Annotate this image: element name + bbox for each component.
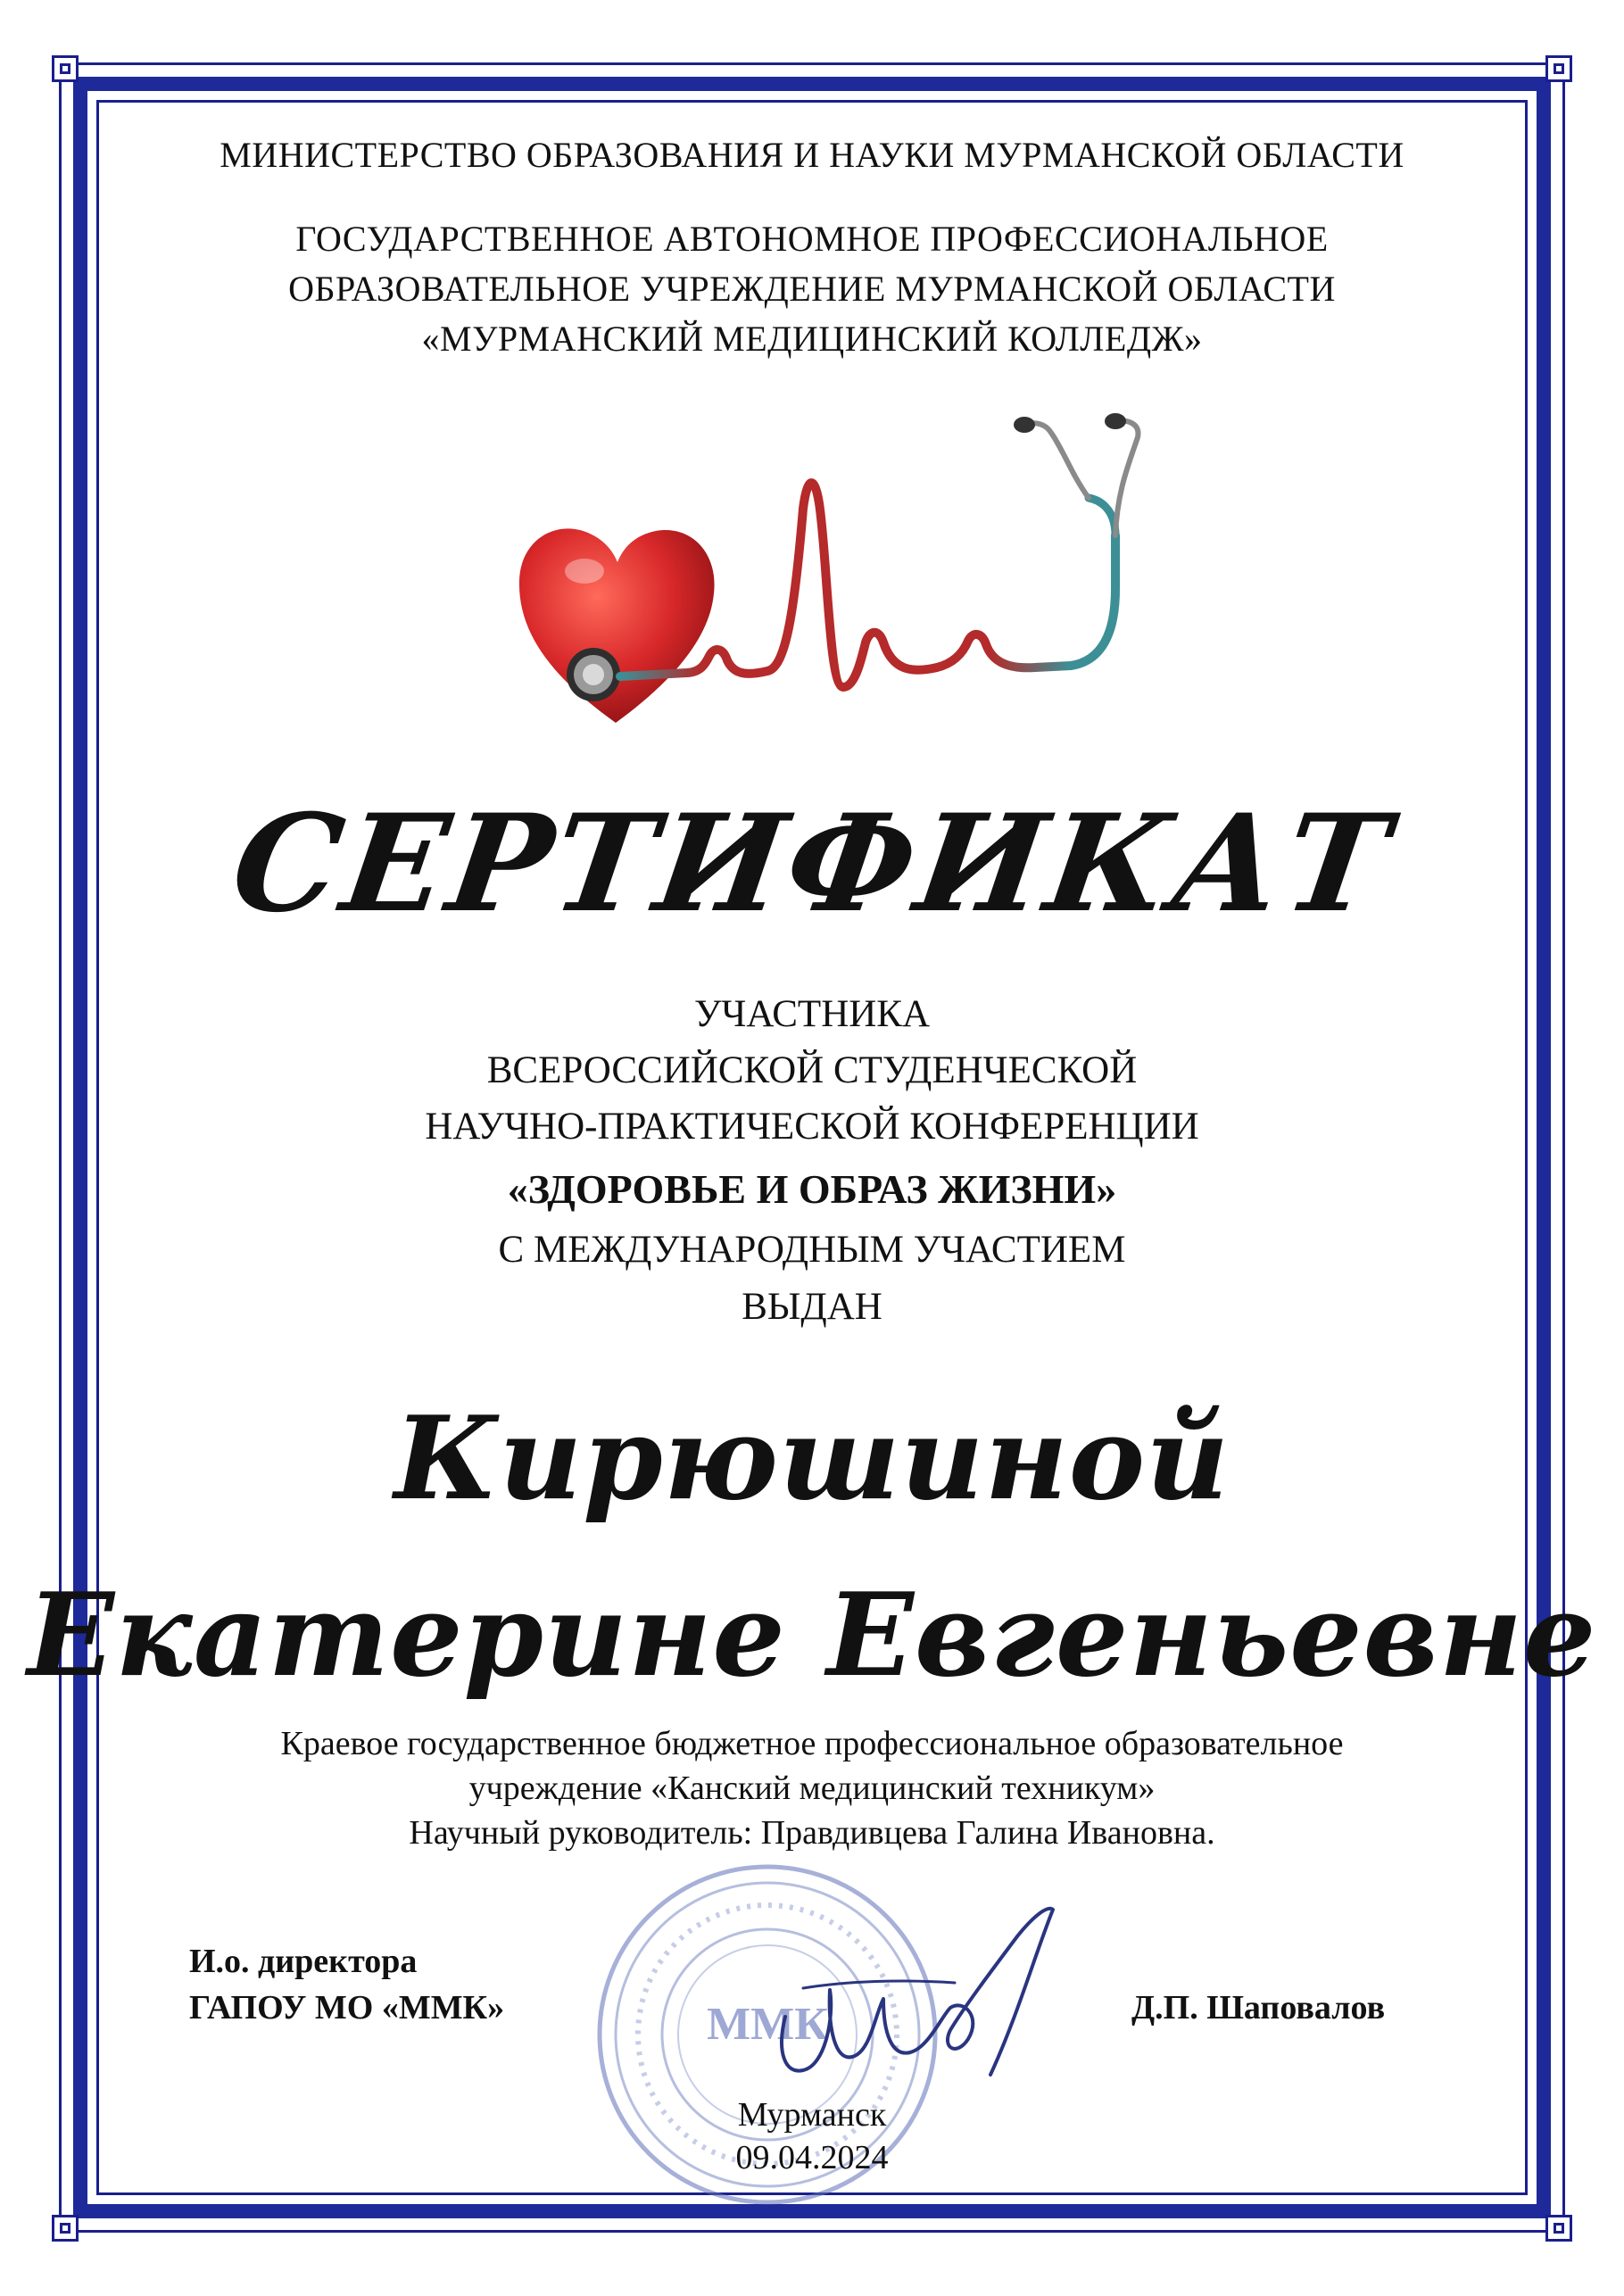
corner-ornament-bottom-left [52, 2215, 79, 2242]
recipient-surname: Кирюшиной [394, 1392, 1230, 1526]
award-line-6: ВЫДАН [742, 1286, 882, 1328]
institution-line-3: «МУРМАНСКИЙ МЕДИЦИНСКИЙ КОЛЛЕДЖ» [421, 319, 1203, 359]
institution-line-2: ОБРАЗОВАТЕЛЬНОЕ УЧРЕЖДЕНИЕ МУРМАНСКОЙ ОБЛАСТИ [288, 269, 1336, 309]
certificate-title: СЕРТИФИКАТ [223, 785, 1401, 942]
place: Мурманск [737, 2096, 887, 2134]
award-line-5: С МЕЖДУНАРОДНЫМ УЧАСТИЕМ [498, 1229, 1126, 1271]
signatory-position-line-2: ГАПОУ МО «ММК» [189, 1989, 505, 2027]
ministry-header: МИНИСТЕРСТВО ОБРАЗОВАНИЯ И НАУКИ МУРМАНСКОЙ ОБЛАСТИ [220, 135, 1404, 175]
signatory-name: Д.П. Шаповалов [1131, 1989, 1386, 2027]
award-line-1: УЧАСТНИКА [693, 993, 931, 1035]
corner-ornament-top-right [1545, 55, 1572, 82]
signatory-position-line-1: И.о. директора [189, 1943, 418, 1980]
handwritten-signature-icon [750, 1883, 1071, 2097]
supervisor-line: Научный руководитель: Правдивцева Галина Ивановна. [409, 1814, 1215, 1852]
conference-name: «ЗДОРОВЬЕ И ОБРАЗ ЖИЗНИ» [507, 1166, 1117, 1212]
issue-date: 09.04.2024 [735, 2139, 889, 2176]
award-line-3: НАУЧНО-ПРАКТИЧЕСКОЙ КОНФЕРЕНЦИИ [425, 1106, 1199, 1148]
recipient-given-names: Екатерине Евгеньевне [27, 1569, 1597, 1703]
seal-label: ММК [707, 1999, 828, 2050]
corner-ornament-bottom-right [1545, 2215, 1572, 2242]
heart-stethoscope-cardiogram-icon [500, 402, 1142, 741]
recipient-institution-line-1: Краевое государственное бюджетное профессиональное образовательное [280, 1725, 1344, 1762]
corner-ornament-top-left [52, 55, 79, 82]
institution-line-1: ГОСУДАРСТВЕННОЕ АВТОНОМНОЕ ПРОФЕССИОНАЛЬНОЕ [295, 219, 1329, 259]
recipient-institution-line-2: учреждение «Канский медицинский техникум» [468, 1770, 1156, 1807]
award-line-2: ВСЕРОССИЙСКОЙ СТУДЕНЧЕСКОЙ [486, 1049, 1138, 1091]
